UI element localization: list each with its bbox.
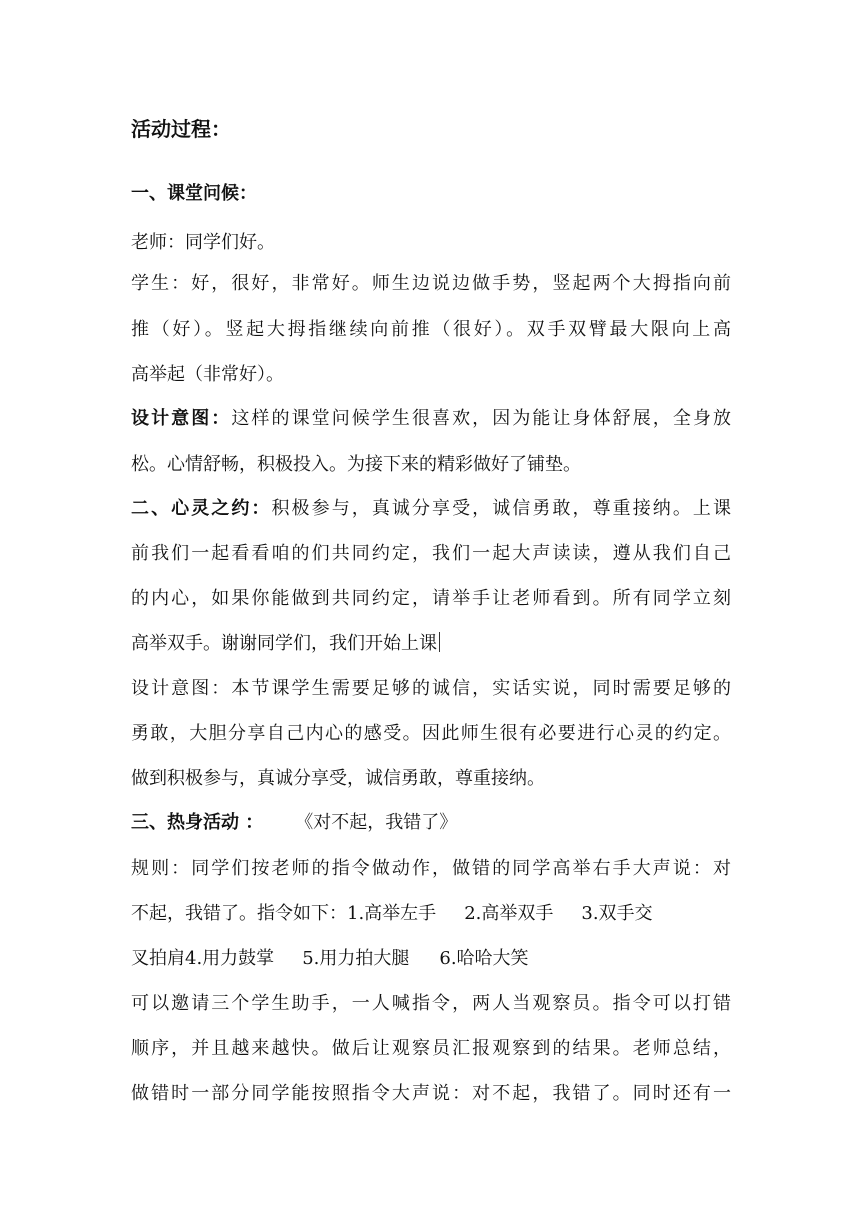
rules-line-3 bbox=[131, 946, 731, 972]
design-intent-2-line-1: 设计意图：本节课学生需要足够的诚信，实话实说，同时需要足够的 bbox=[131, 678, 731, 699]
command-1: 1.高举左手 bbox=[347, 903, 437, 924]
command-3-part-1: 3.双手交 bbox=[581, 903, 653, 924]
student-line-3: 高举起（非常好）。 bbox=[131, 364, 284, 385]
student-line-1: 学生：好，很好，非常好。师生边说边做手势，竖起两个大拇指向前 bbox=[131, 273, 731, 294]
design-intent-label: 设计意图： bbox=[131, 408, 232, 429]
section-2-line-4 bbox=[131, 631, 731, 657]
design-intent-1-line-2: 松。心情舒畅，积极投入。为接下来的精彩做好了铺垫。 bbox=[131, 454, 581, 475]
teacher-line: 老师：同学们好。 bbox=[131, 232, 275, 253]
section-2-title: 二、心灵之约： bbox=[131, 498, 272, 519]
text-cursor bbox=[439, 632, 440, 652]
section-2-line-3: 的内心，如果你能做到共同约定，请举手让老师看到。所有同学立刻 bbox=[131, 588, 731, 609]
section-2-line-1 bbox=[131, 496, 731, 522]
design-intent-1-line-1 bbox=[131, 406, 731, 432]
section-3-title: 三、热身活动 ： bbox=[131, 812, 264, 833]
command-2: 2.高举双手 bbox=[464, 903, 554, 924]
rules-line-1: 规则：同学们按老师的指令做动作，做错的同学高举右手大声说：对 bbox=[131, 858, 731, 879]
para-line-3: 做错时一部分同学能按照指令大声说：对不起，我错了。同时还有一 bbox=[131, 1083, 731, 1104]
design-intent-2-line-3: 做到积极参与，真诚分享受，诚信勇敢，尊重接纳。 bbox=[131, 768, 545, 789]
student-line-2: 推（好）。竖起大拇指继续向前推（很好）。双手双臂最大限向上高 bbox=[131, 319, 731, 340]
design-intent-text: 这样的课堂问候学生很喜欢，因为能让身体舒展，全身放 bbox=[231, 408, 732, 429]
rules-line-2 bbox=[131, 901, 731, 927]
command-3-part-2: 叉拍肩 bbox=[131, 948, 185, 969]
page-heading: 活动过程： bbox=[131, 117, 231, 141]
section-1-title: 一、课堂问候： bbox=[131, 183, 257, 204]
command-6: 6.哈哈大笑 bbox=[439, 948, 529, 969]
rules-text-2: 不起，我错了。指令如下： bbox=[131, 903, 347, 924]
section-2-line-2: 前我们一起看看咱的们共同约定，我们一起大声读读，遵从我们自己 bbox=[131, 543, 731, 564]
section-2-text: 积极参与，真诚分享受，诚信勇敢，尊重接纳。上课 bbox=[271, 498, 731, 519]
command-5: 5.用力拍大腿 bbox=[302, 948, 410, 969]
command-4: 4.用力鼓掌 bbox=[185, 948, 275, 969]
section-2-text-4: 高举双手。谢谢同学们，我们开始上课 bbox=[131, 633, 437, 654]
para-line-2: 顺序，并且越来越快。做后让观察员汇报观察到的结果。老师总结， bbox=[131, 1038, 731, 1059]
design-intent-2-line-2: 勇敢，大胆分享自己内心的感受。因此师生很有必要进行心灵的约定。 bbox=[131, 723, 731, 744]
section-3-line bbox=[131, 810, 731, 836]
activity-name: 《对不起，我错了》 bbox=[295, 812, 458, 833]
para-line-1: 可以邀请三个学生助手，一人喊指令，两人当观察员。指令可以打错 bbox=[131, 993, 731, 1014]
